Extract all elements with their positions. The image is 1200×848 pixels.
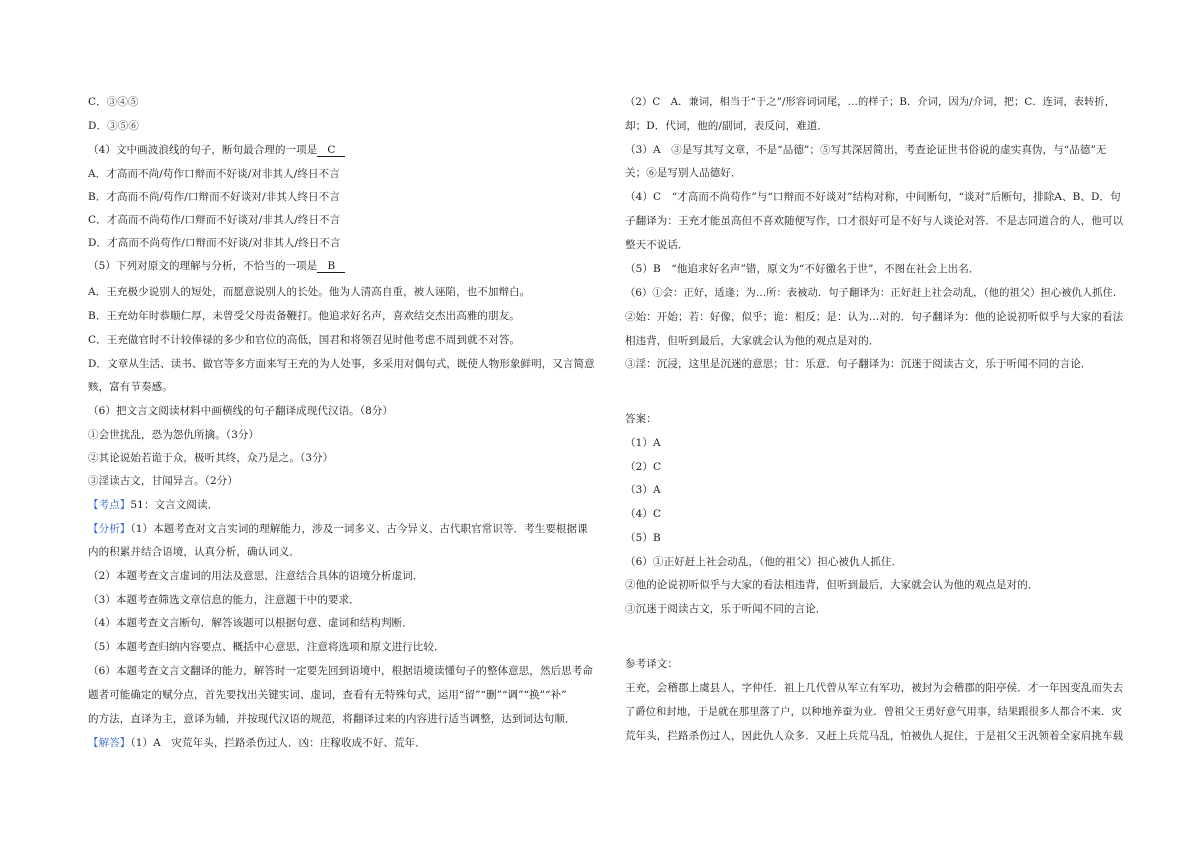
jieda-line [88, 736, 426, 750]
analysis-line-7: 整天不说话． [625, 239, 689, 251]
answer-3: （3）A [625, 484, 661, 496]
fenxi-line-7: （6）本题考查文言文翻译的能力，解答时一定要先回到语境中，根据语境读懂句子的整体意思，然后思考命 [88, 665, 593, 677]
answer-4: （4）C [625, 508, 662, 520]
analysis-line-6: 子翻译为：王充才能虽高但不喜欢随便写作，口才很好可是不好与人谈论对答．不是志同道合的人，他可以 [625, 215, 1124, 227]
q4-option-c: C．才高而不尚苟作/口辩而不好谈对/非其人/终日不言 [88, 214, 341, 226]
q4-option-d: D．才高而不尚苟作/口辩而不好谈/对非其人/终日不言 [88, 237, 341, 249]
analysis-line-10: ②始：开始；若：好像，似乎；诡：相反；是：认为…对的．句子翻译为：他的论说初听似乎与大家的看法 [625, 311, 1124, 323]
translation-line-2: 了爵位和封地，于是就在那里落了户，以种地养蚕为业．曾祖父王勇好意气用事，结果跟很多人都合不来．灾 [625, 706, 1122, 718]
q5-option-b: B．王充幼年时恭顺仁厚，未曾受父母责备鞭打。他追求好名声，喜欢结交杰出高雅的朋友。 [88, 310, 520, 322]
fenxi-line-8: 题者可能确定的赋分点，首先要找出关键实词、虚词，查看有无特殊句式，运用“留”“删”“调”“换”“补” [88, 689, 567, 701]
answer-5: （5）B [625, 532, 661, 544]
q3-option-c: C．③④⑤ [88, 96, 139, 108]
q4-answer-blank: C [317, 144, 345, 157]
q5-answer-blank: B [317, 260, 345, 273]
kaodian-line [88, 498, 218, 512]
analysis-line-4: 关；⑥是写别人品德好． [625, 167, 742, 179]
fenxi-line-4: （3）本题考查筛选文章信息的能力，注意题干中的要求． [88, 594, 360, 606]
answer-2: （2）C [625, 461, 662, 473]
q6-item-2: ②其论说始若诡于众，极听其终，众乃是之。（3分） [88, 452, 334, 464]
q6-item-3: ③淫读古文，甘闻异言。（2分） [88, 475, 238, 487]
q5-stem-text: （5）下列对原文的理解与分析，不恰当的一项是 [88, 260, 318, 272]
fenxi-tag: 【分析】 [88, 523, 131, 535]
jieda-text: （1）A 灾荒年头，拦路杀伤过人．凶：庄稼收成不好、荒年． [130, 737, 426, 749]
analysis-line-8: （5）B “他追求好名声”错，原文为“不好徼名于世”，不图在社会上出名． [625, 263, 980, 275]
fenxi-text-1: （1）本题考查对文言实词的理解能力，涉及一词多义、古今异义、古代职官常识等．考生要根据课 [130, 523, 588, 535]
q5-stem [88, 259, 345, 273]
q6-item-1: ①会世扰乱，恐为怨仇所擒。（3分） [88, 429, 260, 441]
fenxi-line-3: （2）本题考查文言虚词的用法及意思，注意结合具体的语境分析虚词． [88, 570, 424, 582]
answers-title: 答案： [625, 413, 657, 425]
q4-option-a: A．才高而不尚/苟作口辩而不好谈/对非其人/终日不言 [88, 168, 340, 180]
kaodian-text: 51：文言文阅读． [130, 499, 219, 511]
answer-6-2: ②他的论说初听似乎与大家的看法相违背，但听到最后，大家就会认为他的观点是对的． [625, 579, 1039, 591]
q5-option-d-cont: 赅，富有节奏感。 [88, 381, 173, 393]
analysis-line-11: 相违背，但听到最后，大家就会认为他的观点是对的． [625, 335, 880, 347]
jieda-tag: 【解答】 [88, 737, 131, 749]
q4-stem [88, 143, 345, 157]
kaodian-tag: 【考点】 [88, 499, 131, 511]
fenxi-line-5: （4）本题考查文言断句．解答该题可以根据句意、虚词和结构判断． [88, 617, 413, 629]
analysis-line-9: （6）①会：正好，适逢；为…所：表被动．句子翻译为：正好赶上社会动乱，（他的祖父）担心被仇人抓住． [625, 287, 1124, 299]
analysis-line-3: （3）A ③是写其写文章，不是“品德”；⑤写其深居简出，考查论证世书俗说的虚实真伪，与“品德”无 [625, 144, 1107, 156]
q4-option-b: B．才高而不尚/苟作/口辩而不好谈对/非其人终日不言 [88, 191, 340, 203]
fenxi-line-1 [88, 522, 588, 536]
q4-stem-text: （4）文中画波浪线的句子，断句最合理的一项是 [88, 144, 318, 156]
q3-option-d: D．③⑤⑥ [88, 120, 139, 132]
analysis-line-2: 却；D．代词，他的/副词，表反问，难道． [625, 120, 828, 132]
translation-title: 参考译文： [625, 658, 678, 670]
fenxi-line-2: 内的积累并结合语境，认真分析，确认词义． [88, 546, 300, 558]
q5-option-a: A．王充极少说别人的短处，而愿意说别人的长处。他为人清高自重，被人诬陷，也不加辩白。 [88, 286, 531, 298]
answer-6: （6）①正好赶上社会动乱，（他的祖父）担心被仇人抓住． [625, 556, 903, 568]
answer-6-3: ③沉迷于阅读古文，乐于听闻不同的言论． [625, 603, 827, 615]
q5-option-d: D．文章从生活、读书、做官等多方面来写王充的为人处事，多采用对偶句式，既使人物形象鲜明，又言简意 [88, 358, 595, 370]
translation-line-1: 王充，会稽郡上虞县人，字仲任．祖上几代曾从军立有军功，被封为会稽郡的阳亭侯．才一年因变乱而失去 [625, 682, 1124, 694]
fenxi-line-9: 的方法，直译为主，意译为辅，并按现代汉语的规范，将翻译过来的内容进行适当调整，达到词达句顺． [88, 713, 576, 725]
q5-option-c: C．王充做官时不计较俸禄的多少和官位的高低，国君和将领召见时他考虑不周到就不对答。 [88, 334, 521, 346]
analysis-line-12: ③淫：沉浸，这里是沉迷的意思；甘：乐意．句子翻译为：沉迷于阅读古文，乐于听闻不同的言论． [625, 358, 1092, 370]
translation-line-3: 荒年头，拦路杀伤过人，因此仇人众多．又赶上兵荒马乱，怕被仇人捉住，于是祖父王汎领着全家肩挑车载 [625, 730, 1124, 742]
analysis-line-1: （2）C A．兼词，相当于“于之”/形容词词尾，…的样子；B．介词，因为/介词，把；C．连词，表转折， [625, 96, 1116, 108]
analysis-line-5: （4）C “才高而不尚苟作”与“口辩而不好谈对”结构对称，中间断句，“谈对”后断句，排除A、B、D．句 [625, 191, 1121, 203]
fenxi-line-6: （5）本题考查归纳内容要点、概括中心意思，注意将选项和原文进行比较． [88, 641, 445, 653]
q6-stem: （6）把文言文阅读材料中画横线的句子翻译成现代汉语。（8分） [88, 405, 394, 417]
answer-1: （1）A [625, 437, 661, 449]
